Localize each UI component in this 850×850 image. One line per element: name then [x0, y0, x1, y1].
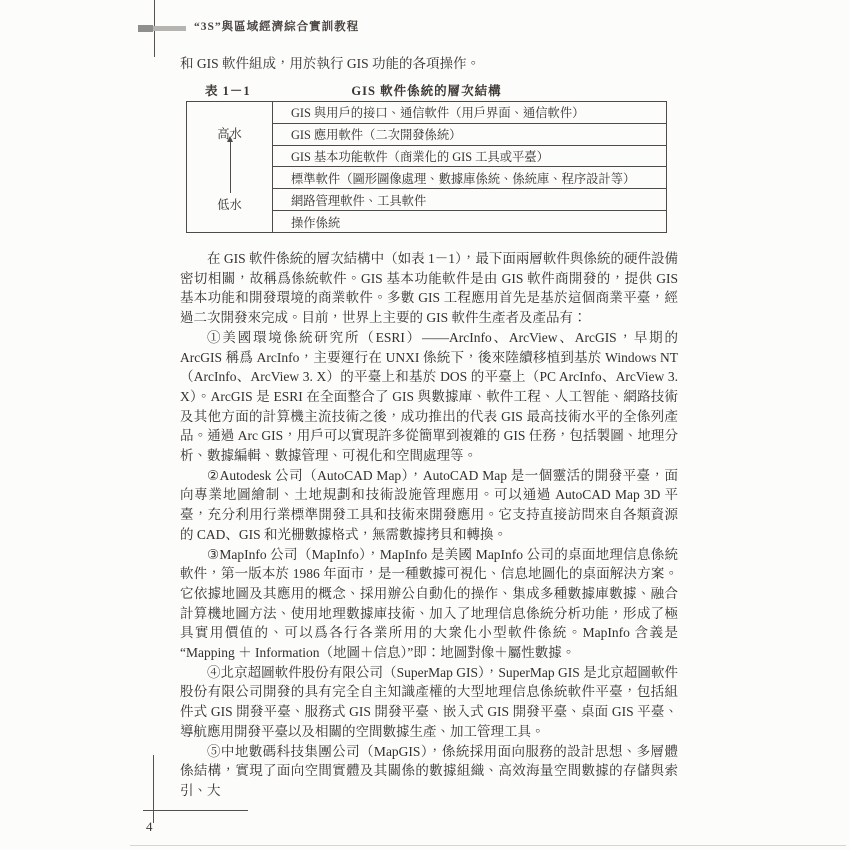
table-row: GIS 應用軟件（二次開發係統） [273, 123, 666, 145]
table-title: GIS 軟件係統的層次結構 [351, 84, 502, 98]
header-bar-dark-segment [138, 25, 153, 32]
paragraph: 在 GIS 軟件係統的層次結構中（如表 1－1），最下面兩層軟件與係統的硬件設備密切相關，故稱爲係統軟件。GIS 基本功能軟件是由 GIS 軟件商開發的，提供 GIS 基本功能和開發環境的商業軟件。多數 GIS 工程應用首先是基於這個商業平臺，經過二次開發來完成。目前，世界上主要的 GIS 軟件生產者及產品有： [180, 251, 678, 326]
running-header: “3S”與區域經濟綜合實訓教程 [194, 21, 360, 33]
header-decoration-bar [138, 25, 186, 32]
body-text [180, 249, 678, 801]
page-bottom-edge [130, 845, 846, 846]
page-number: 4 [146, 819, 153, 834]
table-caption [186, 81, 667, 97]
gis-layers-table [186, 101, 667, 233]
paragraph: ②Autodesk 公司（AutoCAD Map），AutoCAD Map 是一個靈活的開發平臺，面向專業地圖繪制、土地規劃和技術設施管理應用。可以通過 AutoCAD Map 3D 平臺，充分利用行業標準開發工具和技術來開發應用。它支持直接訪問來自各類資源的 CAD、GIS 和光栅數據格式，無需數據拷貝和轉換。 [180, 467, 678, 542]
paragraph: ⑤中地數碼科技集團公司（MapGIS），係統採用面向服務的設計思想、多層體係結構，實現了面向空間實體及其關係的數據組織、高效海量空間數據的存儲與索引、大 [180, 743, 678, 798]
table-rows-column [273, 102, 666, 232]
crop-mark-bottom-horizontal [143, 810, 248, 811]
table-row: 標準軟件（圖形圖像處理、數據庫係統、係統庫、程序設計等） [273, 166, 666, 188]
table-row: 網路管理軟件、工具軟件 [273, 188, 666, 210]
up-arrow-icon [230, 141, 231, 193]
table-row: GIS 與用戶的接口、通信軟件（用戶界面、通信軟件） [291, 106, 585, 121]
paragraph: ④北京超圖軟件股份有限公司（SuperMap GIS），SuperMap GIS 是北京超圖軟件股份有限公司開發的具有完全自主知識產權的大型地理信息係統軟件平臺，包括組件式 GIS 開發平臺、服務式 GIS 開發平臺、嵌入式 GIS 開發平臺、桌面 GIS 平臺、導航應用開發平臺以及相關的空間數據生產、加工管理工具。 [180, 664, 678, 739]
crop-mark-bottom-vertical [153, 755, 154, 823]
level-low-label: 低水 [217, 198, 242, 212]
table-label: 表 1－1 [205, 84, 251, 98]
table-row: 操作係統 [273, 210, 666, 232]
arrow-head-icon [227, 136, 233, 142]
level-high-label: 高水 [217, 127, 242, 141]
paragraph: ①美國環境係統研究所（ESRI）——ArcInfo、ArcView、ArcGIS，早期的 ArcGIS 稱爲 ArcInfo，主要運行在 UNXI 係統下，後來陸續移植到基於 Windows NT（ArcInfo、ArcView 3. X）的平臺上和基於 DOS 的平臺上（PC ArcInfo、ArcView 3. X）。ArcGIS 是 ESRI 在全面整合了 GIS 與數據庫、軟件工程、人工智能、網路技術及其他方面的計算機主流技術之後，成功推出的代表 GIS 最高技術水平的全係列產品。通過 Arc GIS，用戶可以實現許多從簡單到複雜的 GIS 任務，包括製圖、地理分析、數據編輯、數據管理、可視化和空間處理等。 [180, 329, 678, 464]
table-row: GIS 基本功能軟件（商業化的 GIS 工具或平臺） [273, 145, 666, 167]
intro-line: 和 GIS 軟件組成，用於執行 GIS 功能的各項操作。 [180, 56, 481, 71]
paragraph: ③MapInfo 公司（MapInfo），MapInfo 是美國 MapInfo 公司的桌面地理信息係統軟件，第一版本於 1986 年面市，是一種數據可視化、信息地圖化的桌面解決方案。它依據地圖及其應用的概念、採用辦公自動化的操作、集成多種數據庫數據、融合計算機地圖方法、使用地理數據庫技術、加入了地理信息係統分析功能，形成了極具實用價值的、可以爲各行各業所用的大衆化小型軟件係統。MapInfo 含義是“Mapping ＋ Information（地圖＋信息）”即：地圖對像＋屬性數據。 [180, 546, 678, 661]
header-bar-light-segment [153, 26, 186, 31]
table-level-column [187, 102, 273, 232]
